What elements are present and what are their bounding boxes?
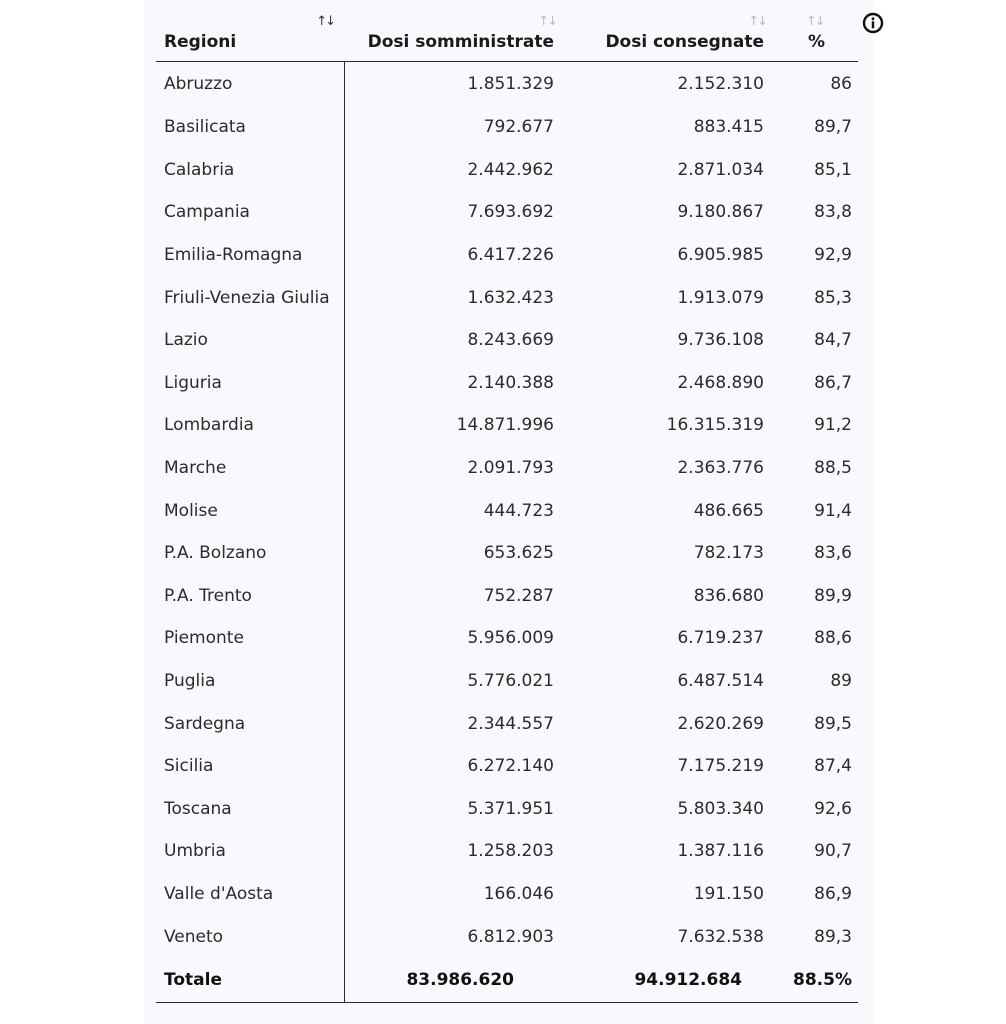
delivered-cell: 1.913.079 <box>677 287 764 308</box>
administered-cell: 444.723 <box>483 500 554 521</box>
table-row <box>156 788 858 831</box>
percent-cell: 85,3 <box>814 287 852 308</box>
delivered-cell: 2.152.310 <box>677 74 764 94</box>
administered-cell: 14.871.996 <box>456 415 554 436</box>
region-cell: Marche <box>156 447 344 490</box>
percent-cell: 92,9 <box>814 245 852 266</box>
delivered-cell: 1.387.116 <box>677 841 764 862</box>
table-row <box>156 489 858 532</box>
region-cell: Friuli-Venezia Giulia <box>156 276 344 319</box>
delivered-cell: 2.620.269 <box>677 713 764 734</box>
percent-cell: 86,9 <box>814 883 852 904</box>
percent-cell: 90,7 <box>814 841 852 862</box>
total-row <box>156 958 858 1003</box>
region-cell: Valle d'Aosta <box>156 873 344 916</box>
region-cell: P.A. Trento <box>156 575 344 618</box>
column-header-label: % <box>808 32 826 52</box>
delivered-cell: 782.173 <box>693 543 764 564</box>
table-row <box>156 660 858 703</box>
region-cell: Molise <box>156 489 344 532</box>
delivered-cell: 6.905.985 <box>677 245 764 266</box>
column-header-delivered[interactable] <box>580 0 790 62</box>
region-cell: P.A. Bolzano <box>156 532 344 575</box>
sort-icon[interactable]: ↑↓ <box>538 14 556 29</box>
administered-cell: 752.287 <box>483 585 554 606</box>
administered-cell: 7.693.692 <box>467 202 554 223</box>
total-delivered: 94.912.684 <box>580 958 790 1003</box>
table-footer <box>156 958 858 1003</box>
table-row <box>156 62 858 107</box>
administered-cell: 2.344.557 <box>467 713 554 734</box>
administered-cell: 6.417.226 <box>467 245 554 266</box>
header-row <box>156 0 858 62</box>
delivered-cell: 6.487.514 <box>677 671 764 692</box>
table-row <box>156 106 858 149</box>
percent-cell: 89,7 <box>814 117 852 138</box>
administered-cell: 6.812.903 <box>467 926 554 947</box>
sort-icon[interactable]: ↑↓ <box>806 14 824 29</box>
sort-icon[interactable]: ↑↓ <box>316 14 334 29</box>
delivered-cell: 6.719.237 <box>677 628 764 649</box>
region-cell: Piemonte <box>156 617 344 660</box>
percent-cell: 86,7 <box>814 372 852 393</box>
delivered-cell: 2.871.034 <box>677 159 764 180</box>
table-row <box>156 617 858 660</box>
table-row <box>156 191 858 234</box>
column-header-label: Regioni <box>164 32 237 52</box>
administered-cell: 5.776.021 <box>467 671 554 692</box>
region-cell: Emilia-Romagna <box>156 234 344 277</box>
table-row <box>156 447 858 490</box>
percent-cell: 88,6 <box>814 628 852 649</box>
delivered-cell: 9.180.867 <box>677 202 764 223</box>
table-row <box>156 702 858 745</box>
region-cell: Basilicata <box>156 106 344 149</box>
percent-cell: 92,6 <box>814 798 852 819</box>
region-cell: Lombardia <box>156 404 344 447</box>
column-header-percent[interactable] <box>790 0 858 62</box>
administered-cell: 653.625 <box>483 543 554 564</box>
percent-cell: 83,8 <box>814 202 852 223</box>
administered-cell: 1.632.423 <box>467 287 554 308</box>
table-row <box>156 915 858 958</box>
administered-cell: 2.442.962 <box>467 159 554 180</box>
region-cell: Puglia <box>156 660 344 703</box>
percent-cell: 89,3 <box>814 926 852 947</box>
total-percent: 88.5% <box>790 958 858 1003</box>
administered-cell: 792.677 <box>483 117 554 138</box>
column-header-region[interactable] <box>156 0 344 62</box>
percent-cell: 86 <box>830 74 852 94</box>
region-cell: Sardegna <box>156 702 344 745</box>
percent-cell: 85,1 <box>814 159 852 180</box>
column-header-administered[interactable] <box>344 0 580 62</box>
percent-cell: 88,5 <box>814 458 852 479</box>
total-administered: 83.986.620 <box>344 958 580 1003</box>
table-row <box>156 362 858 405</box>
administered-cell: 5.371.951 <box>467 798 554 819</box>
percent-cell: 83,6 <box>814 543 852 564</box>
region-cell: Calabria <box>156 149 344 192</box>
percent-cell: 91,4 <box>814 500 852 521</box>
region-cell: Campania <box>156 191 344 234</box>
delivered-cell: 9.736.108 <box>677 330 764 351</box>
administered-cell: 5.956.009 <box>467 628 554 649</box>
administered-cell: 8.243.669 <box>467 330 554 351</box>
delivered-cell: 2.363.776 <box>677 458 764 479</box>
column-header-label: Dosi consegnate <box>605 32 764 52</box>
sort-icon[interactable]: ↑↓ <box>748 14 766 29</box>
table-row <box>156 745 858 788</box>
table-body <box>156 62 858 958</box>
delivered-cell: 836.680 <box>693 585 764 606</box>
region-cell: Sicilia <box>156 745 344 788</box>
percent-cell: 89,5 <box>814 713 852 734</box>
percent-cell: 89,9 <box>814 585 852 606</box>
table-row <box>156 149 858 192</box>
administered-cell: 1.851.329 <box>467 74 554 94</box>
region-cell: Lazio <box>156 319 344 362</box>
delivered-cell: 7.632.538 <box>677 926 764 947</box>
table-row <box>156 276 858 319</box>
percent-cell: 84,7 <box>814 330 852 351</box>
region-cell: Umbria <box>156 830 344 873</box>
table-row <box>156 532 858 575</box>
table-row <box>156 404 858 447</box>
administered-cell: 1.258.203 <box>467 841 554 862</box>
region-cell: Abruzzo <box>156 62 344 107</box>
percent-cell: 87,4 <box>814 756 852 777</box>
administered-cell: 2.140.388 <box>467 372 554 393</box>
table-row <box>156 234 858 277</box>
administered-cell: 2.091.793 <box>467 458 554 479</box>
administered-cell: 6.272.140 <box>467 756 554 777</box>
vaccine-doses-table <box>156 0 858 1003</box>
table-row <box>156 319 858 362</box>
region-cell: Liguria <box>156 362 344 405</box>
delivered-cell: 191.150 <box>693 883 764 904</box>
region-cell: Veneto <box>156 915 344 958</box>
delivered-cell: 486.665 <box>693 500 764 521</box>
delivered-cell: 5.803.340 <box>677 798 764 819</box>
table-row <box>156 830 858 873</box>
table-row <box>156 575 858 618</box>
info-icon[interactable] <box>862 12 884 34</box>
percent-cell: 91,2 <box>814 415 852 436</box>
table-header <box>156 0 858 62</box>
delivered-cell: 16.315.319 <box>666 415 764 436</box>
delivered-cell: 2.468.890 <box>677 372 764 393</box>
region-cell: Toscana <box>156 788 344 831</box>
column-header-label: Dosi somministrate <box>367 32 554 52</box>
table-row <box>156 873 858 916</box>
administered-cell: 166.046 <box>483 883 554 904</box>
delivered-cell: 883.415 <box>693 117 764 138</box>
delivered-cell: 7.175.219 <box>677 756 764 777</box>
percent-cell: 89 <box>830 671 852 692</box>
total-label: Totale <box>156 958 344 1003</box>
